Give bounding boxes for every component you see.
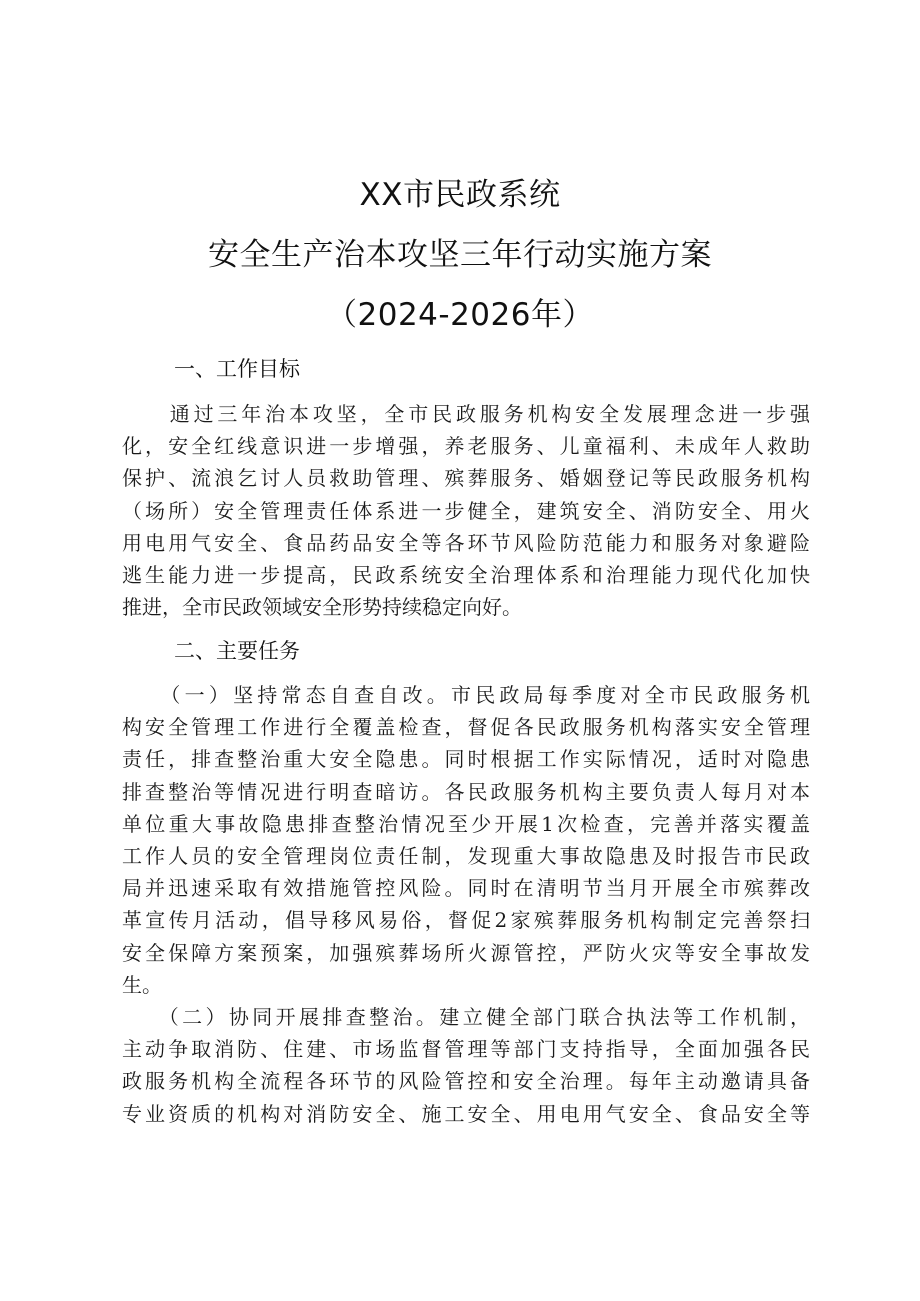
paragraph-line: 通过三年治本攻坚，全市民政服务机构安全发展理念进一步强: [122, 402, 810, 426]
paragraph-line: 单位重大事故隐患排查整治情况至少开展1次检查，完善并落实覆盖: [122, 811, 810, 836]
title-line-2: 安全生产治本攻坚三年行动实施方案: [208, 237, 712, 273]
title-line-3: （2024-2026年）: [326, 297, 594, 333]
section-heading-tasks: 二、主要任务: [174, 639, 300, 663]
paragraph-line: 责任，排查整治重大安全隐患。同时根据工作实际情况，适时对隐患: [122, 747, 810, 772]
paragraph-line: 局并迅速采取有效措施管控风险。同时在清明节当月开展全市殡葬改: [122, 876, 810, 901]
paragraph-line: 构安全管理工作进行全覆盖检查，督促各民政服务机构落实安全管理: [122, 715, 810, 740]
paragraph-line: 安全保障方案预案，加强殡葬场所火源管控，严防火灾等安全事故发: [122, 940, 810, 965]
paragraph-line: （一）坚持常态自查自改。市民政局每季度对全市民政服务机: [122, 683, 810, 707]
paragraph-line: 专业资质的机构对消防安全、施工安全、用电用气安全、食品安全等: [122, 1101, 810, 1126]
paragraph-goals: [122, 398, 810, 623]
paragraph-line: 化，安全红线意识进一步增强，养老服务、儿童福利、未成年人救助: [122, 434, 810, 459]
paragraph-line: 用电用气安全、食品药品安全等各环节风险防范能力和服务对象避险: [122, 530, 810, 555]
title-line-1: XX市民政系统: [359, 177, 561, 213]
section-heading-goals: 一、工作目标: [174, 357, 300, 381]
paragraph-line: 主动争取消防、住建、市场监督管理等部门支持指导，全面加强各民: [122, 1037, 810, 1062]
paragraph-line: 保护、流浪乞讨人员救助管理、殡葬服务、婚姻登记等民政服务机构: [122, 466, 810, 491]
paragraph-line: 工作人员的安全管理岗位责任制，发现重大事故隐患及时报告市民政: [122, 843, 810, 868]
paragraph-task-1: [122, 679, 810, 1001]
paragraph-line: （场所）安全管理责任体系进一步健全，建筑安全、消防安全、用火: [122, 498, 810, 523]
document-title: [0, 168, 920, 348]
paragraph-line: 革宣传月活动，倡导移风易俗，督促2家殡葬服务机构制定完善祭扫: [122, 908, 810, 933]
paragraph-line: 排查整治等情况进行明查暗访。各民政服务机构主要负责人每月对本: [122, 779, 810, 804]
paragraph-line: （二）协同开展排查整治。建立健全部门联合执法等工作机制，: [122, 1005, 810, 1029]
paragraph-line: 推进，全市民政领域安全形势持续稳定向好。: [122, 595, 522, 620]
paragraph-task-2: [122, 1001, 810, 1130]
paragraph-line: 逃生能力进一步提高，民政系统安全治理体系和治理能力现代化加快: [122, 562, 810, 587]
paragraph-line: 政服务机构全流程各环节的风险管控和安全治理。每年主动邀请具备: [122, 1069, 810, 1094]
paragraph-line: 生。: [122, 972, 162, 997]
